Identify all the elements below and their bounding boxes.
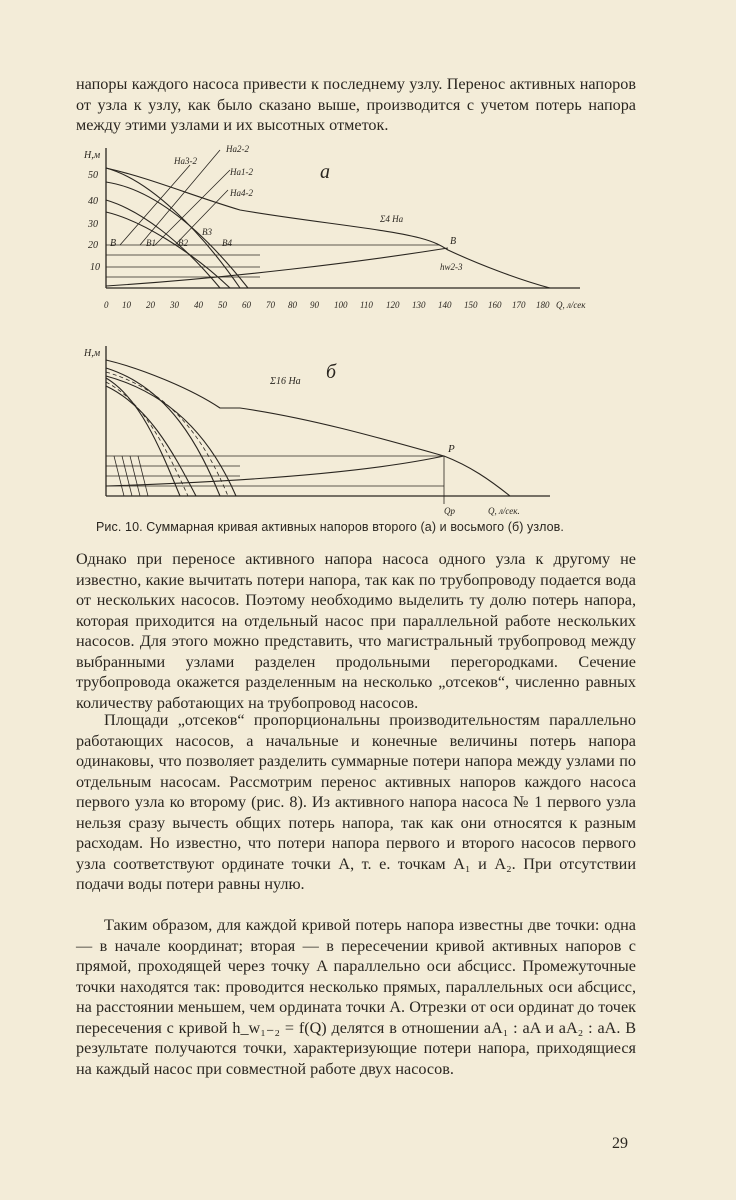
fig-a-y-label: H,м xyxy=(84,150,101,161)
fig-a-x-tick: 90 xyxy=(310,300,319,310)
fig-a-x-tick: 30 xyxy=(170,300,179,310)
fig-a-point-label: В4 xyxy=(222,238,232,248)
fig-a-letter: a xyxy=(320,161,330,183)
figure-b xyxy=(80,338,620,518)
fig-a-curve-label: Σ4 Hа xyxy=(380,214,404,224)
fig-b-pump-curve xyxy=(106,368,220,496)
fig-b-point-label: P xyxy=(448,443,455,455)
fig-a-curve-label: Hа4-2 xyxy=(230,188,253,198)
fig-b-pump-curve xyxy=(106,378,180,496)
fig-b-pump-curve xyxy=(106,372,228,496)
paragraph-1-text: Однако при переносе активного напора насоса одного узла к другому не известно, какие вычитать потери напора, так как по трубопроводу подается вода от нескольких насосов. Поэтому необходимо выделить ту долю потерь напора, которая приходится на отдельный насос при параллельной работе нескольких насосов. Для этого можно представить, что магистральный трубопровод между выбранными узлами разделен продольными перегородками. Сечение трубопровода окажется разделенным на несколько „отсеков“, численно равных количеству работающих на трубопровод насосов. xyxy=(76,550,636,712)
fig-a-pump-curve xyxy=(106,200,220,288)
paragraph-intro xyxy=(76,74,636,136)
fig-b-letter: б xyxy=(326,361,337,383)
fig-a-point-label: В1 xyxy=(146,238,156,248)
fig-a-x-tick: 140 xyxy=(438,300,452,310)
fig-a-x-tick: 70 xyxy=(266,300,275,310)
paragraph-2-text: Площади „отсеков“ пропорциональны производительностям параллельно работающих насосов, а начальные и конечные величины потерь напора одинаковы, что позволяет разделить суммарные потери напора между узлами по отдельным насосам. Рассмотрим перенос активных напоров каждого насоса первого узла ко второму (рис. 8). Из активного напора насоса № 1 первого узла нельзя сразу вычесть общих потерь напора, так как они относятся к разным расходам. Но известно, что потери напора первого и второго насосов первого узла соответствуют ординате точки A, т. е. точкам A₁ и A₂. При отсутствии подачи воды потери равны нулю. xyxy=(76,711,636,893)
fig-a-x-label: Q, л/сек xyxy=(556,300,586,310)
fig-a-point-label: В2 xyxy=(178,238,188,248)
fig-a-x-tick: 20 xyxy=(146,300,155,310)
fig-a-point-label: В3 xyxy=(202,227,212,237)
fig-a-x-tick: 60 xyxy=(242,300,251,310)
fig-a-y-tick: 30 xyxy=(88,219,98,230)
fig-b-pump-curve xyxy=(106,382,188,496)
fig-b-qp-label: Qp xyxy=(444,506,455,516)
page-number: 29 xyxy=(612,1135,628,1152)
fig-a-x-tick: 170 xyxy=(512,300,526,310)
fig-a-x-tick: 100 xyxy=(334,300,348,310)
fig-a-x-tick: 160 xyxy=(488,300,502,310)
fig-b-x-label: Q, л/сек. xyxy=(488,506,520,516)
fig-a-y-tick: 50 xyxy=(88,170,98,181)
fig-a-point-label: В xyxy=(110,238,117,249)
paragraph-2 xyxy=(76,710,636,895)
fig-a-x-tick: 10 xyxy=(122,300,131,310)
fig-a-sum-curve xyxy=(106,168,550,288)
paragraph-intro-text: напоры каждого насоса привести к последнему узлу. Перенос активных напоров от узла к узлу, как было сказано выше, производится с учетом потерь напора между этими узлами и их высотных отметок. xyxy=(76,75,636,134)
paragraph-1 xyxy=(76,549,636,713)
figure-a xyxy=(80,140,620,320)
fig-a-y-tick: 40 xyxy=(88,196,98,207)
fig-a-pump-curve xyxy=(106,168,240,288)
fig-a-x-tick: 120 xyxy=(386,300,400,310)
fig-a-x-tick: 130 xyxy=(412,300,426,310)
figure-caption: Рис. 10. Суммарная кривая активных напоров второго (a) и восьмого (б) узлов. xyxy=(96,520,564,534)
fig-a-y-tick: 10 xyxy=(90,262,100,273)
fig-a-x-tick: 0 xyxy=(104,300,109,310)
paragraph-3 xyxy=(76,915,636,1079)
fig-a-curve-label: Hа3-2 xyxy=(174,156,197,166)
fig-a-curve-label: Hа2-2 xyxy=(226,144,249,154)
fig-a-x-tick: 150 xyxy=(464,300,478,310)
fig-b-curve-label: Σ16 Hа xyxy=(270,376,301,387)
fig-b-y-label: H,м xyxy=(84,348,101,359)
paragraph-3-text: Таким образом, для каждой кривой потерь напора известны две точки: одна — в начале координат; вторая — в пересечении кривой активных напоров с прямой, проходящей через точку A параллельно оси абсцисс. Промежуточные точки находятся так: проводится несколько прямых, параллельных оси абсцисс, на расстоянии меньшем, чем ордината точки A. Отрезки от оси ординат до точек пересечения с кривой h_w₁₋₂ = f(Q) делятся в отношении aA₁ : aA и aA₂ : aA. В результате получаются точки, характеризующие потери напора, приходящиеся на каждый насос при совместной работе двух насосов. xyxy=(76,916,636,1078)
fig-a-x-tick: 50 xyxy=(218,300,227,310)
fig-a-curve-label: hw2-3 xyxy=(440,262,463,272)
fig-a-y-tick: 20 xyxy=(88,240,98,251)
fig-a-curve-label: Hа1-2 xyxy=(230,167,253,177)
fig-a-pump-curve xyxy=(106,182,248,288)
fig-a-x-tick: 40 xyxy=(194,300,203,310)
fig-a-x-tick: 110 xyxy=(360,300,373,310)
fig-a-x-tick: 180 xyxy=(536,300,550,310)
fig-a-x-tick: 80 xyxy=(288,300,297,310)
fig-a-point-label: В xyxy=(450,236,457,247)
fig-b-loss-curve xyxy=(106,456,444,486)
